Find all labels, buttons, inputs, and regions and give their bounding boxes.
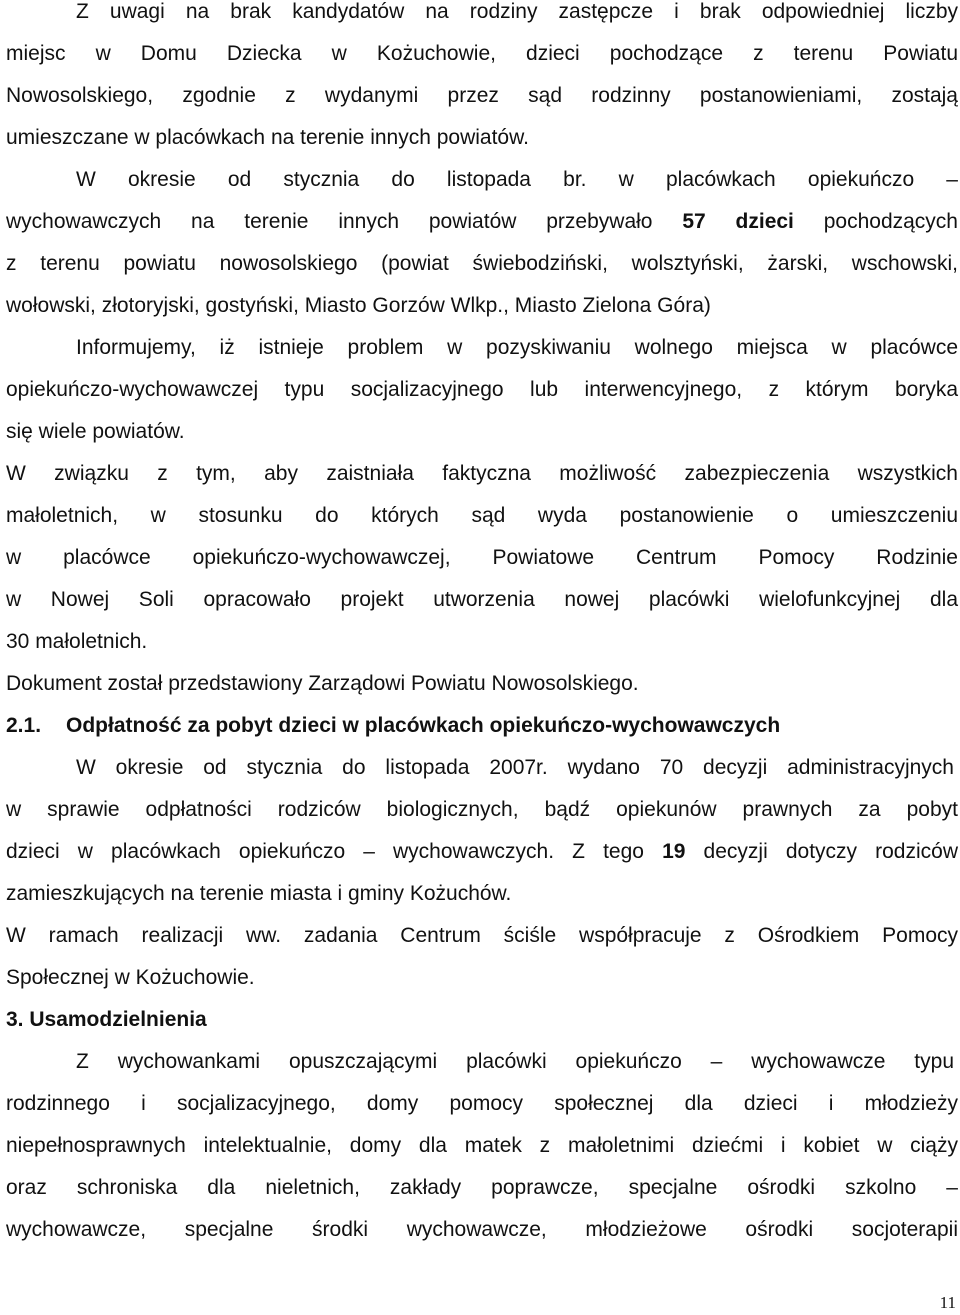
text-line: wołowski, złotoryjski, gostyński, Miasto Gorzów Wlkp., Miasto Zielona Góra) bbox=[6, 294, 711, 317]
text-line: w sprawie odpłatności rodziców biologicznych, bądź opiekunów prawnych za pobyt bbox=[6, 798, 958, 821]
text-line: dzieci w placówkach opiekuńczo – wychowawczych. Z tego 19 decyzji dotyczy rodziców bbox=[6, 840, 958, 863]
text-line: z terenu powiatu nowosolskiego (powiat świebodziński, wolsztyński, żarski, wschowski, bbox=[6, 252, 958, 275]
text-line: oraz schroniska dla nieletnich, zakłady poprawcze, specjalne ośrodki szkolno – bbox=[6, 1176, 958, 1199]
section-heading: 2.1. Odpłatność za pobyt dzieci w placówkach opiekuńczo-wychowawczych bbox=[6, 714, 781, 737]
text-line: W związku z tym, aby zaistniała faktyczna możliwość zabezpieczenia wszystkich bbox=[6, 462, 958, 485]
text-line: Nowosolskiego, zgodnie z wydanymi przez sąd rodzinny postanowieniami, zostają bbox=[6, 84, 958, 107]
text-line: Z wychowankami opuszczającymi placówki opiekuńczo – wychowawcze typu bbox=[76, 1050, 954, 1073]
text-line: w Nowej Soli opracowało projekt utworzenia nowej placówki wielofunkcyjnej dla bbox=[6, 588, 958, 611]
text-line: Dokument został przedstawiony Zarządowi Powiatu Nowosolskiego. bbox=[6, 672, 639, 695]
text-line: się wiele powiatów. bbox=[6, 420, 185, 443]
text-line: niepełnosprawnych intelektualnie, domy dla matek z małoletnimi dziećmi i kobiet w ciąży bbox=[6, 1134, 958, 1157]
text-line: wychowawczych na terenie innych powiatów przebywało 57 dzieci pochodzących bbox=[6, 210, 958, 233]
text-line: Informujemy, iż istnieje problem w pozyskiwaniu wolnego miejsca w placówce bbox=[76, 336, 958, 359]
text-line: W okresie od stycznia do listopada 2007r. wydano 70 decyzji administracyjnych bbox=[76, 756, 954, 779]
section-heading: 3. Usamodzielnienia bbox=[6, 1008, 207, 1031]
text-line: wychowawcze, specjalne środki wychowawcze, młodzieżowe ośrodki socjoterapii bbox=[6, 1218, 958, 1241]
text-line: opiekuńczo-wychowawczej typu socjalizacyjnego lub interwencyjnego, z którym boryka bbox=[6, 378, 958, 401]
page-number: 11 bbox=[939, 1293, 956, 1312]
text-line: W ramach realizacji ww. zadania Centrum ściśle współpracuje z Ośrodkiem Pomocy bbox=[6, 924, 958, 947]
text-line: rodzinnego i socjalizacyjnego, domy pomocy społecznej dla dzieci i młodzieży bbox=[6, 1092, 958, 1115]
text-line: w placówce opiekuńczo-wychowawczej, Powiatowe Centrum Pomocy Rodzinie bbox=[6, 546, 958, 569]
text-line: Społecznej w Kożuchowie. bbox=[6, 966, 255, 989]
text-line: miejsc w Domu Dziecka w Kożuchowie, dzieci pochodzące z terenu Powiatu bbox=[6, 42, 958, 65]
text-line: małoletnich, w stosunku do których sąd wyda postanowienie o umieszczeniu bbox=[6, 504, 958, 527]
text-line: 30 małoletnich. bbox=[6, 630, 148, 653]
text-line: W okresie od stycznia do listopada br. w placówkach opiekuńczo – bbox=[76, 168, 958, 191]
text-line: zamieszkujących na terenie miasta i gminy Kożuchów. bbox=[6, 882, 512, 905]
text-line: umieszczane w placówkach na terenie innych powiatów. bbox=[6, 126, 529, 149]
text-line: Z uwagi na brak kandydatów na rodziny zastępcze i brak odpowiedniej liczby bbox=[76, 0, 958, 23]
